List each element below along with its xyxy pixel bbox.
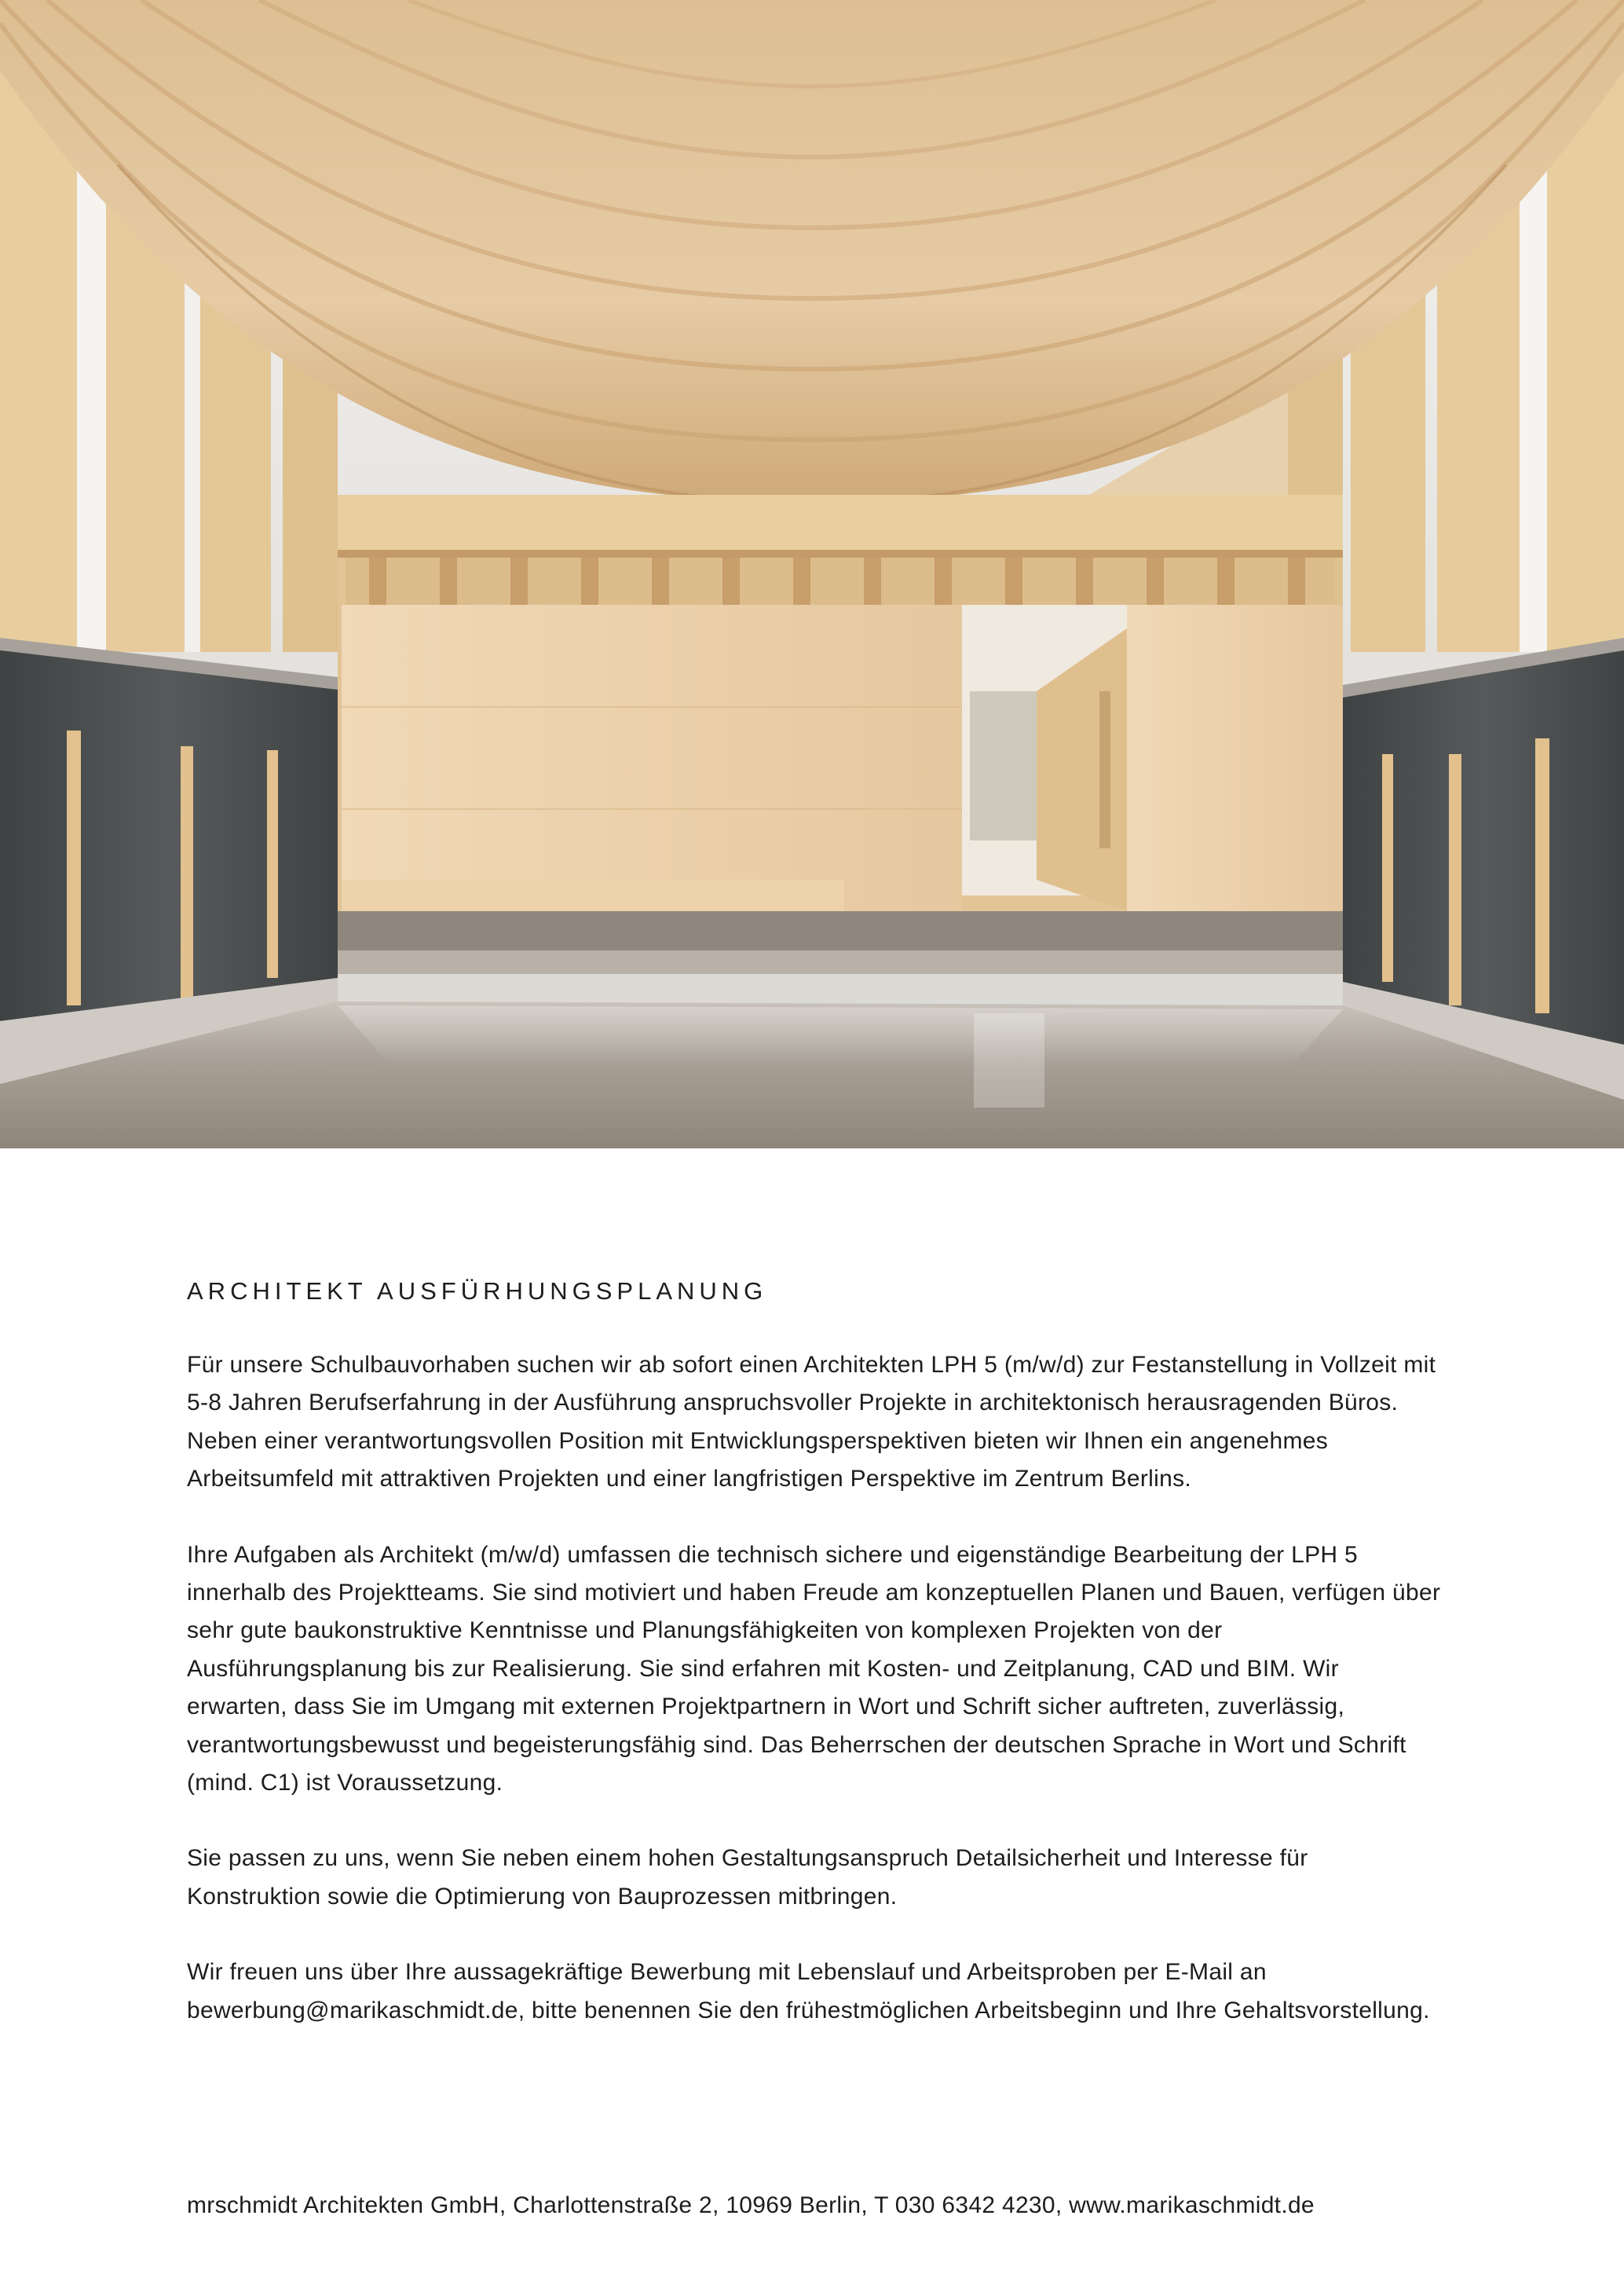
job-posting <box>187 1273 1443 2067</box>
paragraph-profile: Sie passen zu uns, wenn Sie neben einem hohen Gestaltungsanspruch Detailsicherheit und Interesse für Konstruktion sowie die Optimierung von Bauprozessen mitbringen. <box>187 1845 1308 1910</box>
footer-contact: mrschmidt Architekten GmbH, Charlottenstraße 2, 10969 Berlin, T 030 6342 4230, www.marikaschmidt.de <box>187 2192 1315 2218</box>
paragraph-intro: Für unsere Schulbauvorhaben suchen wir ab sofort einen Architekten LPH 5 (m/w/d) zur Festanstellung in Vollzeit mit 5-8 Jahren Berufserfahrung in der Ausführung anspruchsvoller Projekte in architektonisch herausragenden Büros. Neben einer verantwortungsvollen Position mit Entwicklungsperspektiven bieten wir Ihnen ein angenehmes Arbeitsumfeld mit attraktiven Projekten und einer langfristigen Perspektive im Zentrum Berlins. <box>187 1352 1436 1492</box>
job-title: ARCHITEKT AUSFÜRHUNGSPLANUNG <box>187 1277 768 1305</box>
ceiling-joists <box>346 558 1335 605</box>
paragraph-tasks: Ihre Aufgaben als Architekt (m/w/d) umfassen die technisch sichere und eigenständige Bearbeitung der LPH 5 innerhalb des Projektteams. Sie sind motiviert und haben Freude am konzeptuellen Planen und Bauen, verfügen über sehr gute baukonstruktive Kenntnisse und Planungsfähigkeiten von komplexen Projekten von der Ausführungsplanung bis zur Realisierung. Sie sind erfahren mit Kosten- und Zeitplanung, CAD und BIM. Wir erwarten, dass Sie im Umgang mit externen Projektpartnern in Wort und Schrift sicher auftreten, zuverlässig, verantwortungsbewusst und begeisterungsfähig sind. Das Beherrschen der deutschen Sprache in Wort und Schrift (mind. C1) ist Voraussetzung. <box>187 1541 1441 1796</box>
paragraph-application: Wir freuen uns über Ihre aussagekräftige Bewerbung mit Lebenslauf und Arbeitsproben per E-Mail an bewerbung@marikaschmidt.de, bitte benennen Sie den frühestmöglichen Arbeitsbeginn und Ihre Gehaltsvorstellung. <box>187 1959 1430 2023</box>
